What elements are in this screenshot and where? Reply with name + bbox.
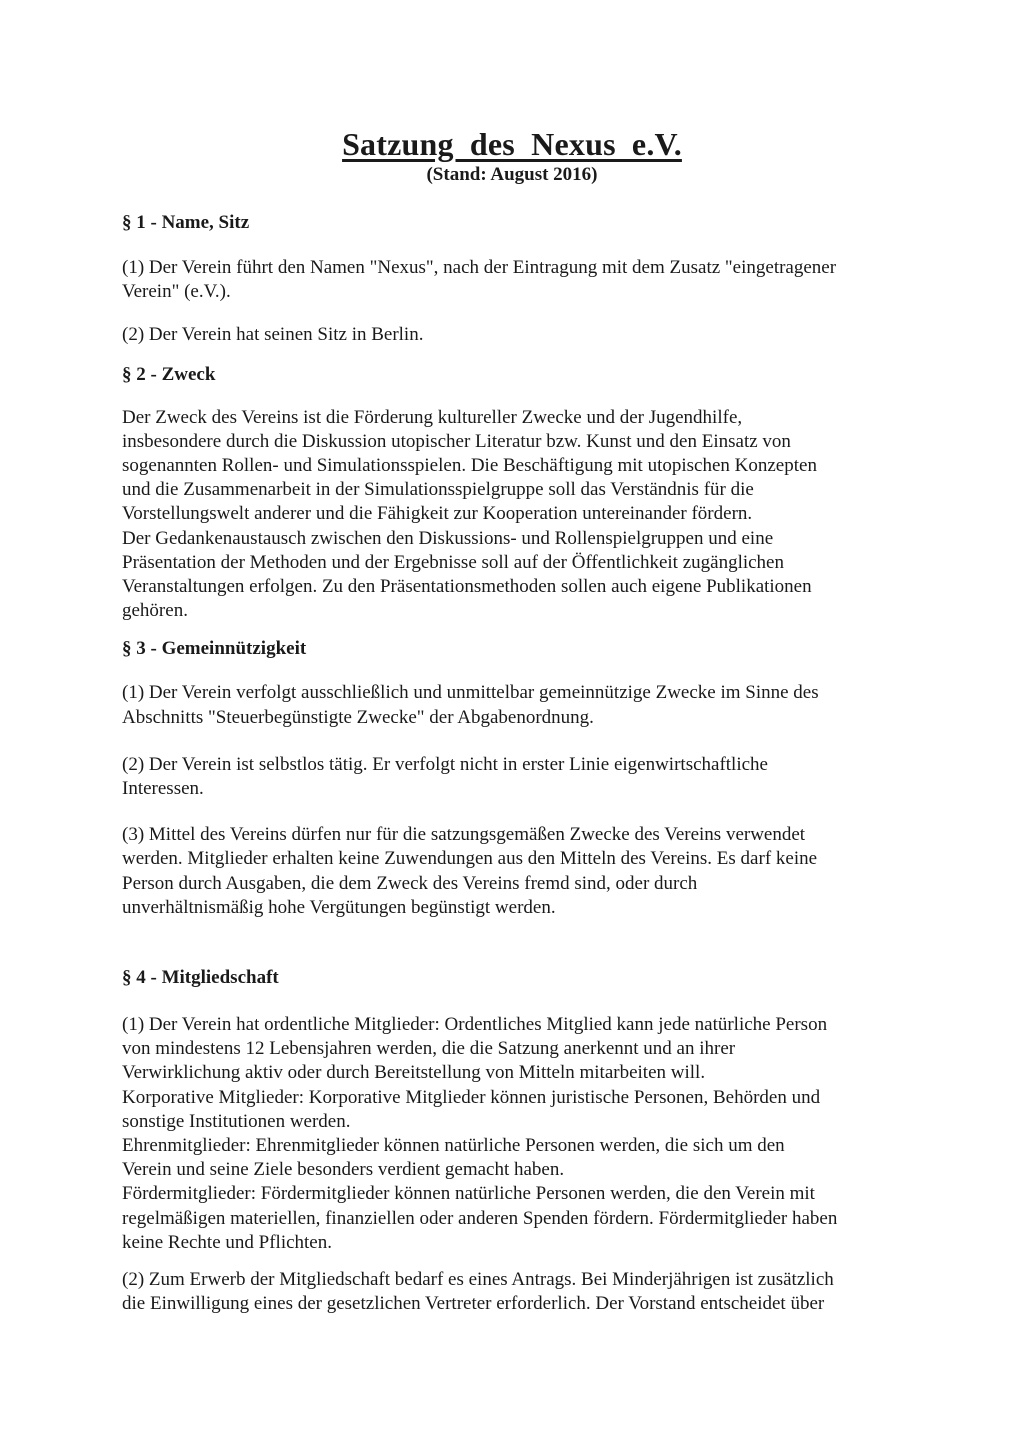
document-title: Satzung des Nexus e.V. (342, 126, 682, 162)
text-line: Verwirklichung aktiv oder durch Bereitstellung von Mitteln mitarbeiten will. (122, 1062, 706, 1084)
text-line: (3) Mittel des Vereins dürfen nur für die satzungsgemäßen Zwecke des Vereins verwendet (122, 824, 806, 846)
section-3-paragraph-3 (122, 823, 922, 920)
text-line: Verein" (e.V.). (122, 281, 231, 303)
text-line: Fördermitglieder: Fördermitglieder können natürliche Personen werden, die den Verein mit (122, 1183, 815, 1205)
section-3-paragraph-2 (122, 753, 922, 801)
text-line: Verein und seine Ziele besonders verdient gemacht haben. (122, 1159, 565, 1181)
text-line: die Einwilligung eines der gesetzlichen Vertreter erforderlich. Der Vorstand entscheidet über (122, 1293, 825, 1315)
section-4-heading: § 4 - Mitgliedschaft (122, 967, 279, 989)
section-4-paragraph-1 (122, 1013, 922, 1255)
section-3-paragraph-1 (122, 681, 922, 729)
text-line: regelmäßigen materiellen, finanziellen oder anderen Spenden fördern. Fördermitglieder haben (122, 1207, 838, 1229)
text-line: unverhältnismäßig hohe Vergütungen begünstigt werden. (122, 896, 556, 918)
text-line: sonstige Institutionen werden. (122, 1110, 351, 1132)
section-1-paragraph-2 (122, 323, 922, 347)
text-line: von mindestens 12 Lebensjahren werden, die die Satzung anerkennt und an ihrer (122, 1038, 736, 1060)
text-line: Abschnitts "Steuerbegünstigte Zwecke" der Abgabenordnung. (122, 706, 594, 728)
text-line: (2) Der Verein ist selbstlos tätig. Er verfolgt nicht in erster Linie eigenwirtschaftliche (122, 753, 768, 775)
text-line: Veranstaltungen erfolgen. Zu den Präsentationsmethoden sollen auch eigene Publikationen (122, 576, 812, 598)
text-line: (1) Der Verein führt den Namen "Nexus", nach der Eintragung mit dem Zusatz "eingetragener (122, 257, 837, 278)
text-line: Vorstellungswelt anderer und die Fähigkeit zur Kooperation untereinander fördern. (122, 503, 753, 525)
text-line: Der Gedankenaustausch zwischen den Diskussions- und Rollenspielgruppen und eine (122, 527, 774, 549)
text-line: werden. Mitglieder erhalten keine Zuwendungen aus den Mitteln des Vereins. Es darf keine (122, 848, 818, 870)
text-line: (1) Der Verein verfolgt ausschließlich und unmittelbar gemeinnützige Zwecke im Sinne des (122, 682, 819, 704)
text-line: insbesondere durch die Diskussion utopischer Literatur bzw. Kunst und den Einsatz von (122, 430, 791, 452)
section-3-heading: § 3 - Gemeinnützigkeit (122, 638, 307, 660)
text-line: (2) Zum Erwerb der Mitgliedschaft bedarf es eines Antrags. Bei Minderjährigen ist zusätzlich (122, 1269, 834, 1291)
text-line: sogenannten Rollen- und Simulationsspielen. Die Beschäftigung mit utopischen Konzepten (122, 455, 817, 477)
text-line: Korporative Mitglieder: Korporative Mitglieder können juristische Personen, Behörden und (122, 1086, 821, 1108)
section-1-heading: § 1 - Name, Sitz (122, 212, 250, 233)
text-line: und die Zusammenarbeit in der Simulationsspielgruppe soll das Verständnis für die (122, 479, 754, 501)
text-line: keine Rechte und Pflichten. (122, 1231, 332, 1253)
section-2-paragraph-1 (122, 406, 922, 624)
section-2-heading: § 2 - Zweck (122, 363, 216, 385)
document-subtitle: (Stand: August 2016) (426, 164, 598, 185)
text-line: Der Zweck des Vereins ist die Förderung kultureller Zwecke und der Jugendhilfe, (122, 406, 743, 428)
section-1-paragraph-1 (122, 256, 922, 304)
text-line: (1) Der Verein hat ordentliche Mitglieder: Ordentliches Mitglied kann jede natürliche Person (122, 1014, 828, 1036)
text-line: Person durch Ausgaben, die dem Zweck des Vereins fremd sind, oder durch (122, 872, 698, 894)
document-body (122, 209, 922, 1317)
text-line: Ehrenmitglieder: Ehrenmitglieder können natürliche Personen werden, die sich um den (122, 1135, 785, 1157)
text-line: Interessen. (122, 778, 204, 800)
text-line: Präsentation der Methoden und der Ergebnisse soll auf der Öffentlichkeit zugänglichen (122, 551, 784, 573)
section-4-paragraph-2 (122, 1268, 922, 1316)
text-line: (2) Der Verein hat seinen Sitz in Berlin. (122, 324, 424, 346)
text-line: gehören. (122, 600, 188, 622)
